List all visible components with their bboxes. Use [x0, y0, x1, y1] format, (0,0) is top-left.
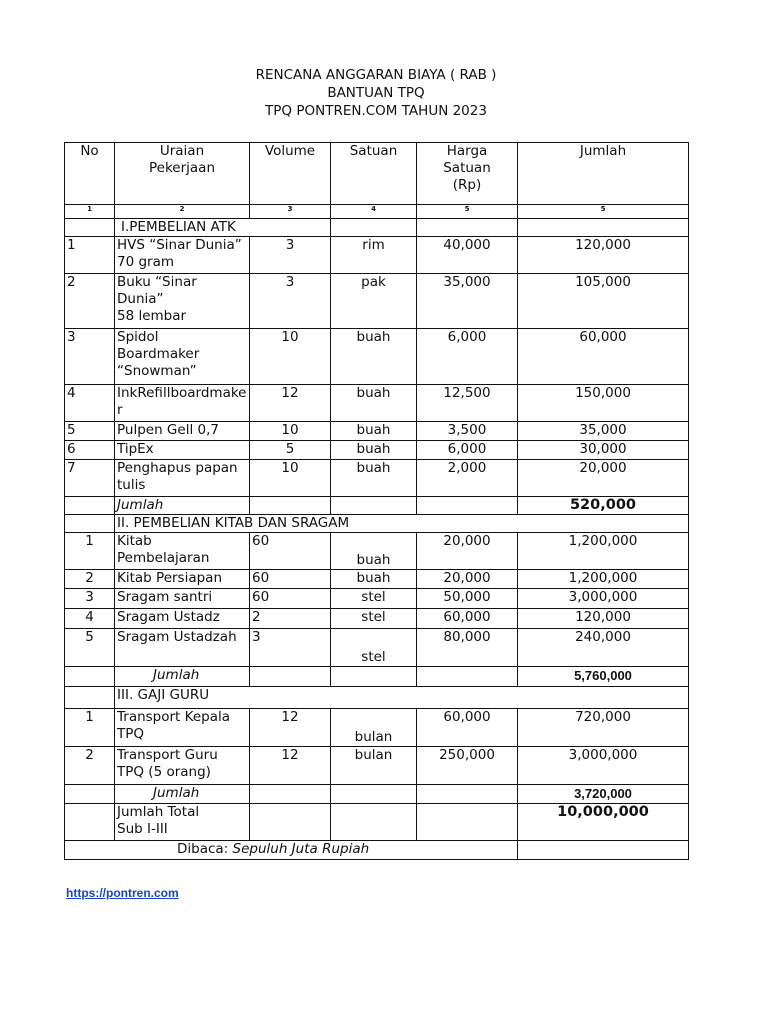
row-satuan: buah — [331, 422, 417, 441]
subtotal-value: 520,000 — [518, 497, 689, 515]
column-index: 3 — [250, 205, 331, 219]
column-index: 5 — [518, 205, 689, 219]
row-uraian: Pulpen Gell 0,7 — [115, 422, 250, 441]
terbilang-value: Sepuluh Juta Rupiah — [232, 841, 370, 857]
row-no: 2 — [65, 570, 115, 589]
row-jumlah: 30,000 — [518, 441, 689, 460]
row-uraian: Penghapus papan tulis — [115, 460, 250, 497]
table-row — [65, 629, 689, 667]
row-volume: 12 — [250, 747, 331, 785]
row-satuan: buah — [331, 570, 417, 589]
row-satuan: bulan — [331, 709, 417, 747]
row-satuan: stel — [331, 609, 417, 629]
row-jumlah: 60,000 — [518, 329, 689, 385]
table-row — [65, 329, 689, 385]
row-uraian: InkRefillboardmake r — [115, 385, 250, 422]
row-harga: 60,000 — [417, 709, 518, 747]
column-index: 5 — [417, 205, 518, 219]
row-harga: 20,000 — [417, 533, 518, 570]
row-harga: 60,000 — [417, 609, 518, 629]
row-no: 6 — [65, 441, 115, 460]
row-uraian: Transport Guru TPQ (5 orang) — [115, 747, 250, 785]
section-title: I.PEMBELIAN ATK — [115, 219, 331, 237]
row-jumlah: 120,000 — [518, 237, 689, 274]
column-index: 1 — [65, 205, 115, 219]
heading-title: RENCANA ANGGARAN BIAYA ( RAB ) — [255, 67, 497, 83]
row-no: 5 — [65, 629, 115, 667]
section-row — [65, 219, 689, 237]
subtotal-label: Jumlah — [115, 667, 250, 687]
table-row — [65, 237, 689, 274]
row-volume: 10 — [250, 460, 331, 497]
header-volume: Volume — [250, 143, 331, 205]
row-jumlah: 1,200,000 — [518, 533, 689, 570]
subtotal-row — [65, 785, 689, 804]
row-volume: 3 — [250, 629, 331, 667]
row-no: 4 — [65, 609, 115, 629]
row-volume: 5 — [250, 441, 331, 460]
terbilang-row — [65, 841, 689, 860]
terbilang-cell — [65, 841, 518, 860]
row-uraian: HVS “Sinar Dunia” 70 gram — [115, 237, 250, 274]
grand-total-label: Jumlah Total Sub I-III — [115, 804, 250, 841]
row-no: 2 — [65, 274, 115, 329]
pontren-link[interactable]: https://pontren.com — [66, 886, 179, 900]
row-volume: 12 — [250, 709, 331, 747]
row-uraian: Buku “Sinar Dunia” 58 lembar — [115, 274, 250, 329]
table-row — [65, 460, 689, 497]
section-row — [65, 687, 689, 709]
row-volume: 10 — [250, 422, 331, 441]
row-uraian: Kitab Persiapan — [115, 570, 250, 589]
column-index: 4 — [331, 205, 417, 219]
row-uraian: Spidol Boardmaker “Snowman” — [115, 329, 250, 385]
table-row — [65, 422, 689, 441]
row-satuan: buah — [331, 460, 417, 497]
row-harga: 250,000 — [417, 747, 518, 785]
table-row — [65, 533, 689, 570]
subtotal-label: Jumlah — [115, 497, 250, 515]
row-satuan: rim — [331, 237, 417, 274]
header-satuan: Satuan — [331, 143, 417, 205]
row-uraian: Kitab Pembelajaran — [115, 533, 250, 570]
row-satuan: pak — [331, 274, 417, 329]
row-jumlah: 120,000 — [518, 609, 689, 629]
row-jumlah: 150,000 — [518, 385, 689, 422]
table-header-row — [65, 143, 689, 205]
table-row — [65, 385, 689, 422]
header-harga-satuan: Harga Satuan (Rp) — [417, 143, 518, 205]
row-no: 3 — [65, 589, 115, 609]
row-volume: 60 — [250, 589, 331, 609]
row-harga: 2,000 — [417, 460, 518, 497]
row-volume: 3 — [250, 274, 331, 329]
row-no: 3 — [65, 329, 115, 385]
row-jumlah: 3,000,000 — [518, 589, 689, 609]
row-jumlah: 35,000 — [518, 422, 689, 441]
row-harga: 20,000 — [417, 570, 518, 589]
budget-table — [64, 142, 689, 860]
row-no: 1 — [65, 709, 115, 747]
row-harga: 80,000 — [417, 629, 518, 667]
row-no: 2 — [65, 747, 115, 785]
row-uraian: Sragam Ustadzah — [115, 629, 250, 667]
subtotal-row — [65, 497, 689, 515]
header-jumlah: Jumlah — [518, 143, 689, 205]
table-row — [65, 609, 689, 629]
row-satuan: buah — [331, 329, 417, 385]
subtotal-value: 3,720,000 — [518, 785, 689, 804]
row-no: 1 — [65, 533, 115, 570]
terbilang-label: Dibaca: — [177, 841, 229, 857]
header-no: No — [65, 143, 115, 205]
subtotal-label: Jumlah — [115, 785, 250, 804]
header-uraian: Uraian Pekerjaan — [115, 143, 250, 205]
row-satuan: stel — [331, 589, 417, 609]
column-index: 2 — [115, 205, 250, 219]
table-row — [65, 709, 689, 747]
row-volume: 3 — [250, 237, 331, 274]
row-uraian: Sragam Ustadz — [115, 609, 250, 629]
row-jumlah: 1,200,000 — [518, 570, 689, 589]
row-harga: 40,000 — [417, 237, 518, 274]
row-no: 7 — [65, 460, 115, 497]
table-row — [65, 747, 689, 785]
row-satuan: stel — [331, 629, 417, 667]
row-harga: 35,000 — [417, 274, 518, 329]
row-no: 5 — [65, 422, 115, 441]
section-title: II. PEMBELIAN KITAB DAN SRAGAM — [115, 515, 689, 533]
heading-organization-year: TPQ PONTREN.COM TAHUN 2023 — [265, 103, 487, 119]
table-row — [65, 441, 689, 460]
row-uraian: Transport Kepala TPQ — [115, 709, 250, 747]
row-jumlah: 3,000,000 — [518, 747, 689, 785]
row-harga: 50,000 — [417, 589, 518, 609]
row-harga: 3,500 — [417, 422, 518, 441]
row-jumlah: 20,000 — [518, 460, 689, 497]
document-heading — [0, 66, 752, 120]
subtotal-row — [65, 667, 689, 687]
row-harga: 6,000 — [417, 329, 518, 385]
grand-total-value: 10,000,000 — [518, 804, 689, 841]
row-no: 1 — [65, 237, 115, 274]
row-uraian: Sragam santri — [115, 589, 250, 609]
heading-subtitle: BANTUAN TPQ — [327, 85, 425, 101]
row-volume: 2 — [250, 609, 331, 629]
column-index-row — [65, 205, 689, 219]
row-jumlah: 240,000 — [518, 629, 689, 667]
row-uraian: TipEx — [115, 441, 250, 460]
section-row — [65, 515, 689, 533]
section-title: III. GAJI GURU — [115, 687, 689, 709]
row-volume: 60 — [250, 570, 331, 589]
table-row — [65, 570, 689, 589]
row-harga: 12,500 — [417, 385, 518, 422]
row-satuan: bulan — [331, 747, 417, 785]
grand-total-row — [65, 804, 689, 841]
row-satuan: buah — [331, 385, 417, 422]
row-no: 4 — [65, 385, 115, 422]
table-row — [65, 589, 689, 609]
row-jumlah: 720,000 — [518, 709, 689, 747]
row-jumlah: 105,000 — [518, 274, 689, 329]
row-harga: 6,000 — [417, 441, 518, 460]
row-volume: 60 — [250, 533, 331, 570]
subtotal-value: 5,760,000 — [518, 667, 689, 687]
row-volume: 10 — [250, 329, 331, 385]
table-row — [65, 274, 689, 329]
row-satuan: buah — [331, 533, 417, 570]
row-volume: 12 — [250, 385, 331, 422]
row-satuan: buah — [331, 441, 417, 460]
